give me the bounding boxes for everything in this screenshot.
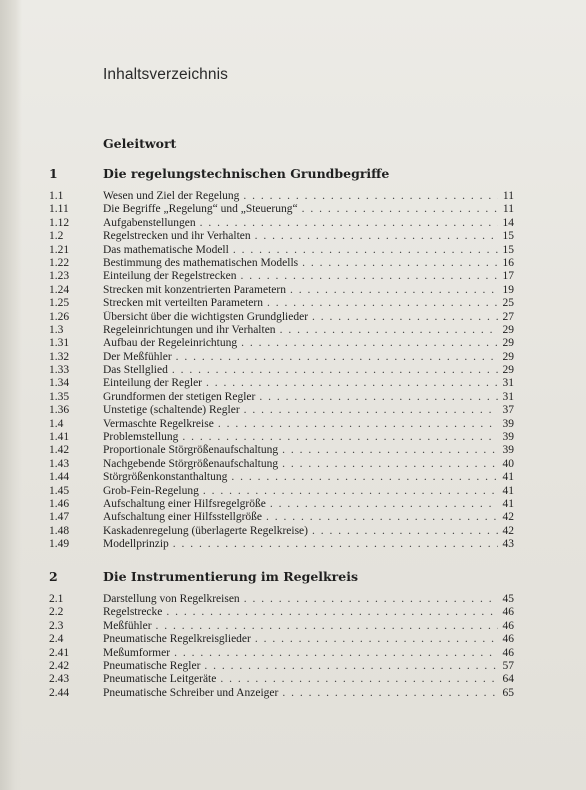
toc-entry-title: Strecken mit konzentrierten Parametern . . . bbox=[103, 284, 498, 297]
toc-entry-title: Meßumformer . . . bbox=[103, 647, 498, 660]
chapter-number: 2 bbox=[49, 569, 58, 584]
toc-entry bbox=[0, 190, 586, 203]
toc-entry-number: 2.41 bbox=[49, 646, 70, 659]
toc-entry-number: 1.21 bbox=[49, 243, 70, 256]
toc-entry-title: Meßfühler . . . bbox=[103, 620, 498, 633]
toc-entry-title: Grundformen der stetigen Regler . . . bbox=[103, 391, 498, 404]
toc-entry-title: Regelstrecke . . . bbox=[103, 606, 498, 619]
toc-entry-page: 46 bbox=[502, 633, 514, 646]
toc-entry-number: 2.44 bbox=[49, 686, 70, 699]
toc-entry bbox=[0, 404, 586, 417]
toc-entry-page: 29 bbox=[502, 364, 514, 377]
toc-entry-page: 42 bbox=[502, 511, 514, 524]
toc-entry bbox=[0, 538, 586, 551]
toc-entry-title: Störgrößenkonstanthaltung . . . bbox=[103, 471, 498, 484]
toc-entry bbox=[0, 606, 586, 619]
toc-entry-title: Der Meßfühler . . . bbox=[103, 351, 498, 364]
toc-list-chapter-2 bbox=[0, 593, 586, 700]
toc-entry-title: Einteilung der Regelstrecken . . . bbox=[103, 270, 498, 283]
toc-entry-number: 2.43 bbox=[49, 673, 70, 686]
toc-entry-number: 1.44 bbox=[49, 471, 70, 484]
toc-entry bbox=[0, 593, 586, 606]
toc-entry-page: 46 bbox=[502, 646, 514, 659]
toc-entry-title: Übersicht über die wichtigsten Grundglieder . . . bbox=[103, 311, 498, 324]
toc-entry-title: Aufschaltung einer Hilfsstellgröße . . . bbox=[103, 511, 498, 524]
toc-entry-title: Einteilung der Regler . . . bbox=[103, 377, 498, 390]
toc-entry-title: Strecken mit verteilten Parametern . . . bbox=[103, 297, 498, 310]
toc-entry-number: 1.48 bbox=[49, 524, 70, 537]
toc-entry-page: 17 bbox=[502, 270, 514, 283]
toc-entry-page: 46 bbox=[502, 606, 514, 619]
toc-entry-page: 41 bbox=[502, 497, 514, 510]
foreword-heading: Geleitwort bbox=[103, 136, 177, 151]
toc-entry-number: 1.24 bbox=[49, 283, 70, 296]
toc-entry-title: Unstetige (schaltende) Regler . . . bbox=[103, 404, 498, 417]
chapter-heading bbox=[0, 569, 586, 589]
chapter-number: 1 bbox=[49, 166, 58, 181]
toc-entry-page: 39 bbox=[502, 444, 514, 457]
toc-entry bbox=[0, 647, 586, 660]
toc-entry-title: Proportionale Störgrößenaufschaltung . . . bbox=[103, 444, 498, 457]
toc-entry-page: 29 bbox=[502, 337, 514, 350]
toc-entry bbox=[0, 311, 586, 324]
toc-entry-number: 1.1 bbox=[49, 190, 64, 202]
toc-entry-number: 1.36 bbox=[49, 404, 70, 417]
toc-entry-number: 1.41 bbox=[49, 431, 70, 444]
toc-entry-number: 1.45 bbox=[49, 484, 70, 497]
toc-entry bbox=[0, 471, 586, 484]
toc-entry-page: 15 bbox=[502, 230, 514, 243]
toc-entry bbox=[0, 297, 586, 310]
toc-entry-number: 1.47 bbox=[49, 511, 70, 524]
toc-entry-number: 1.46 bbox=[49, 497, 70, 510]
toc-entry bbox=[0, 351, 586, 364]
toc-entry-number: 2.1 bbox=[49, 593, 64, 605]
toc-entry bbox=[0, 660, 586, 673]
toc-entry-number: 1.31 bbox=[49, 337, 70, 350]
toc-entry-title: Das mathematische Modell . . . bbox=[103, 244, 498, 257]
toc-entry-page: 39 bbox=[502, 431, 514, 444]
toc-entry-number: 1.3 bbox=[49, 323, 64, 336]
toc-entry-title: Pneumatische Schreiber und Anzeiger . . . bbox=[103, 687, 498, 700]
toc-entry bbox=[0, 633, 586, 646]
toc-entry-number: 1.33 bbox=[49, 364, 70, 377]
toc-entry-number: 1.43 bbox=[49, 457, 70, 470]
toc-entry-number: 1.2 bbox=[49, 230, 64, 243]
toc-entry-title: Nachgebende Störgrößenaufschaltung . . . bbox=[103, 458, 498, 471]
toc-entry bbox=[0, 244, 586, 257]
toc-entry-title: Kaskadenregelung (überlagerte Regelkreise) . . . bbox=[103, 525, 498, 538]
toc-entry-page: 16 bbox=[502, 256, 514, 269]
chapter-title: Die Instrumentierung im Regelkreis bbox=[103, 569, 359, 584]
toc-entry-page: 19 bbox=[502, 283, 514, 296]
toc-entry-title: Pneumatische Regler . . . bbox=[103, 660, 498, 673]
toc-entry-title: Aufbau der Regeleinrichtung . . . bbox=[103, 337, 498, 350]
toc-entry bbox=[0, 620, 586, 633]
toc-entry-page: 27 bbox=[502, 310, 514, 323]
toc-entry-number: 1.26 bbox=[49, 310, 70, 323]
toc-entry-number: 1.25 bbox=[49, 297, 70, 310]
toc-entry-page: 43 bbox=[502, 538, 514, 551]
toc-entry-page: 29 bbox=[502, 350, 514, 363]
toc-entry bbox=[0, 284, 586, 297]
toc-entry-page: 11 bbox=[502, 190, 514, 202]
toc-entry bbox=[0, 257, 586, 270]
toc-entry-title: Wesen und Ziel der Regelung . . . bbox=[103, 190, 498, 203]
toc-entry bbox=[0, 444, 586, 457]
toc-entry bbox=[0, 203, 586, 216]
toc-entry-number: 1.12 bbox=[49, 216, 70, 229]
toc-entry-title: Pneumatische Leitgeräte . . . bbox=[103, 673, 498, 686]
toc-entry-number: 1.22 bbox=[49, 256, 70, 269]
toc-entry-page: 42 bbox=[502, 524, 514, 537]
toc-list-chapter-1 bbox=[0, 190, 586, 552]
toc-entry-page: 14 bbox=[502, 216, 514, 229]
page-title: Inhaltsverzeichnis bbox=[103, 66, 228, 83]
toc-entry-number: 2.4 bbox=[49, 633, 64, 646]
toc-entry-number: 1.34 bbox=[49, 377, 70, 390]
toc-entry bbox=[0, 337, 586, 350]
toc-entry-page: 46 bbox=[502, 619, 514, 632]
toc-entry-page: 37 bbox=[502, 404, 514, 417]
toc-entry-page: 41 bbox=[502, 471, 514, 484]
toc-entry-number: 1.32 bbox=[49, 350, 70, 363]
toc-entry-title: Darstellung von Regelkreisen . . . bbox=[103, 593, 498, 606]
toc-entry-number: 1.23 bbox=[49, 270, 70, 283]
toc-entry-number: 1.35 bbox=[49, 390, 70, 403]
toc-entry-page: 41 bbox=[502, 484, 514, 497]
toc-entry-number: 1.11 bbox=[49, 203, 69, 216]
toc-entry bbox=[0, 431, 586, 444]
toc-entry-number: 1.42 bbox=[49, 444, 70, 457]
toc-entry-number: 2.42 bbox=[49, 659, 70, 672]
toc-entry bbox=[0, 364, 586, 377]
toc-entry bbox=[0, 687, 586, 700]
toc-entry-title: Aufgabenstellungen . . . bbox=[103, 217, 498, 230]
toc-entry-title: Aufschaltung einer Hilfsregelgröße . . . bbox=[103, 498, 498, 511]
toc-entry-page: 45 bbox=[502, 593, 514, 605]
toc-entry-page: 39 bbox=[502, 417, 514, 430]
toc-entry-number: 1.4 bbox=[49, 417, 64, 430]
toc-entry-title: Das Stellglied . . . bbox=[103, 364, 498, 377]
toc-entry-title: Regelstrecken und ihr Verhalten . . . bbox=[103, 230, 498, 243]
toc-entry bbox=[0, 511, 586, 524]
toc-entry bbox=[0, 485, 586, 498]
toc-entry-number: 2.3 bbox=[49, 619, 64, 632]
toc-entry bbox=[0, 324, 586, 337]
toc-entry-page: 31 bbox=[502, 390, 514, 403]
toc-entry bbox=[0, 458, 586, 471]
chapter-heading bbox=[0, 166, 586, 186]
toc-entry-page: 40 bbox=[502, 457, 514, 470]
toc-entry bbox=[0, 377, 586, 390]
toc-entry-page: 57 bbox=[502, 659, 514, 672]
toc-entry-page: 29 bbox=[502, 323, 514, 336]
toc-entry-title: Regeleinrichtungen und ihr Verhalten . . . bbox=[103, 324, 498, 337]
toc-entry-page: 64 bbox=[502, 673, 514, 686]
toc-entry bbox=[0, 391, 586, 404]
toc-entry bbox=[0, 673, 586, 686]
toc-entry-page: 15 bbox=[502, 243, 514, 256]
toc-entry-page: 25 bbox=[502, 297, 514, 310]
toc-entry bbox=[0, 270, 586, 283]
toc-entry-number: 1.49 bbox=[49, 538, 70, 551]
chapter-title: Die regelungstechnischen Grundbegriffe bbox=[103, 166, 390, 181]
toc-entry bbox=[0, 230, 586, 243]
toc-entry bbox=[0, 418, 586, 431]
toc-entry-page: 31 bbox=[502, 377, 514, 390]
toc-entry bbox=[0, 525, 586, 538]
toc-entry bbox=[0, 217, 586, 230]
toc-entry-page: 11 bbox=[502, 203, 514, 216]
toc-entry-page: 65 bbox=[502, 686, 514, 699]
toc-entry bbox=[0, 498, 586, 511]
toc-entry-title: Problemstellung . . . bbox=[103, 431, 498, 444]
toc-entry-number: 2.2 bbox=[49, 606, 64, 619]
toc-entry-title: Pneumatische Regelkreisglieder . . . bbox=[103, 633, 498, 646]
toc-entry-title: Vermaschte Regelkreise . . . bbox=[103, 418, 498, 431]
toc-entry-title: Grob-Fein-Regelung . . . bbox=[103, 485, 498, 498]
toc-entry-title: Bestimmung des mathematischen Modells . . . bbox=[103, 257, 498, 270]
toc-entry-title: Modellprinzip . . . bbox=[103, 538, 498, 551]
toc-entry-title: Die Begriffe „Regelung“ und „Steuerung“ . . . bbox=[103, 203, 498, 216]
